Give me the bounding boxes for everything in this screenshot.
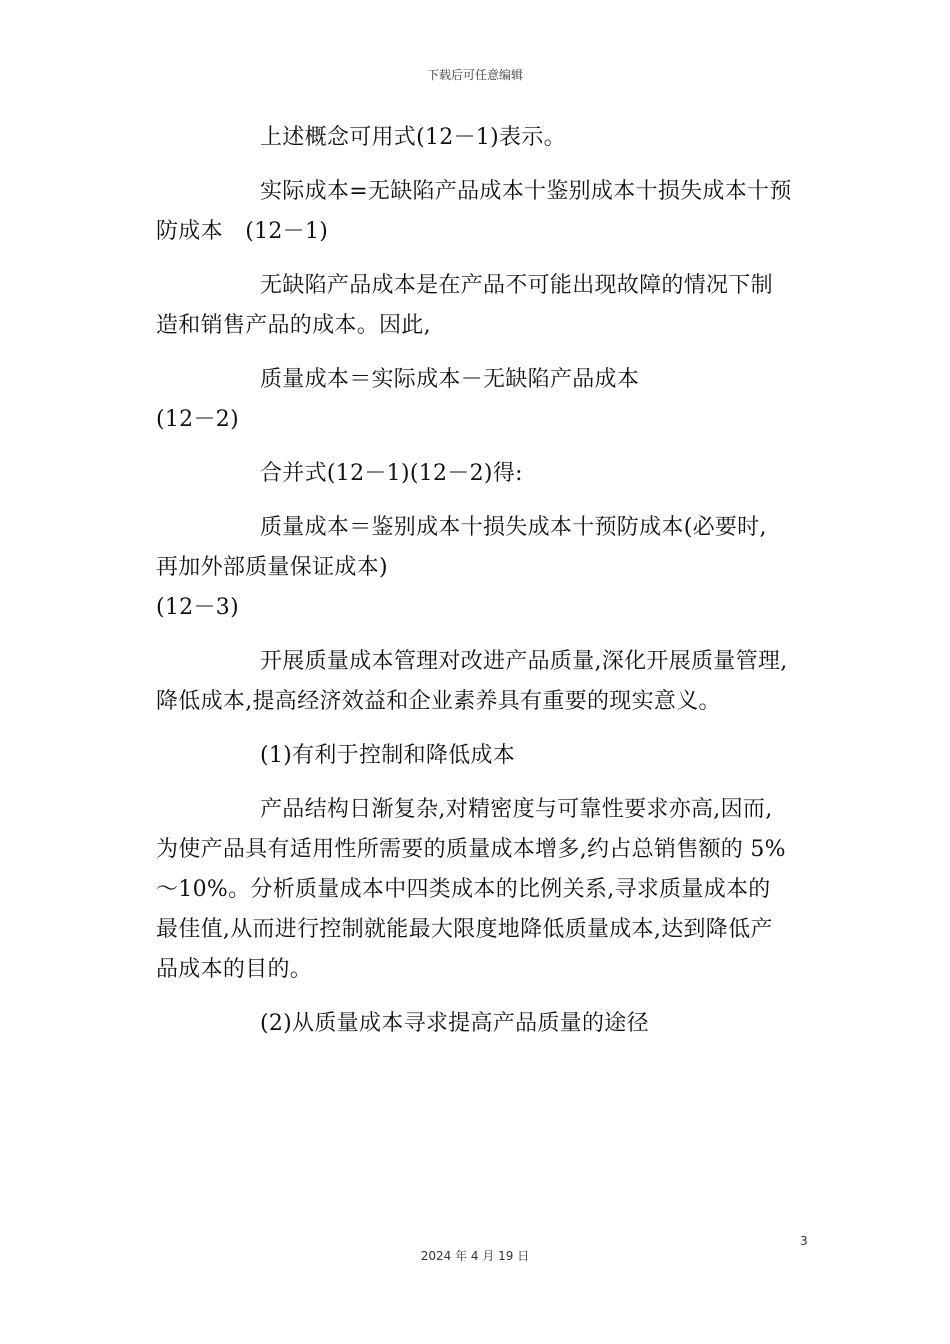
footer-date: 2024 年 4 月 19 日 [420,1249,530,1263]
text-line: 无缺陷产品成本是在产品不可能出现故障的情况下制 [260,273,773,298]
paragraph-5 [156,454,816,494]
page-header: 下载后可任意编辑 [426,68,523,82]
text-line: 造和销售产品的成本。因此, [156,313,431,338]
paragraph-4 [156,360,816,440]
page-number: 3 [800,1234,808,1248]
text-line: 再加外部质量保证成本) [156,555,388,580]
paragraph-2 [156,172,816,252]
paragraph-3 [156,266,816,346]
paragraph-8 [156,736,816,776]
text-line: 开展质量成本管理对改进产品质量,深化开展质量管理, [260,649,788,674]
text-line: 质量成本＝实际成本－无缺陷产品成本 [260,367,640,392]
text-line: (2)从质量成本寻求提高产品质量的途径 [260,1011,649,1036]
text-line: ～10%。分析质量成本中四类成本的比例关系,寻求质量成本的 [156,877,771,902]
paragraph-10 [156,1004,816,1044]
text-line: 防成本 (12－1) [156,219,329,244]
paragraph-7 [156,642,816,722]
document-body [156,118,816,1058]
text-line: 为使产品具有适用性所需要的质量成本增多,约占总销售额的 5% [156,837,786,862]
text-line: 降低成本,提高经济效益和企业素养具有重要的现实意义。 [156,689,721,714]
text-line: (12－2) [156,407,239,432]
text-line: 品成本的目的。 [156,957,313,982]
text-line: 质量成本＝鉴别成本十损失成本十预防成本(必要时, [260,515,767,540]
paragraph-6 [156,508,816,628]
paragraph-1 [156,118,816,158]
text-line: (12－3) [156,595,239,620]
text-line: 产品结构日渐复杂,对精密度与可靠性要求亦高,因而, [260,797,773,822]
text-line: 实际成本=无缺陷产品成本十鉴别成本十损失成本十预 [260,179,792,204]
paragraph-9 [156,790,816,990]
text-line: 上述概念可用式(12－1)表示。 [260,125,566,150]
text-line: 最佳值,从而进行控制就能最大限度地降低质量成本,达到降低产 [156,917,773,942]
text-line: (1)有利于控制和降低成本 [260,743,516,768]
text-line: 合并式(12－1)(12－2)得: [260,461,523,486]
